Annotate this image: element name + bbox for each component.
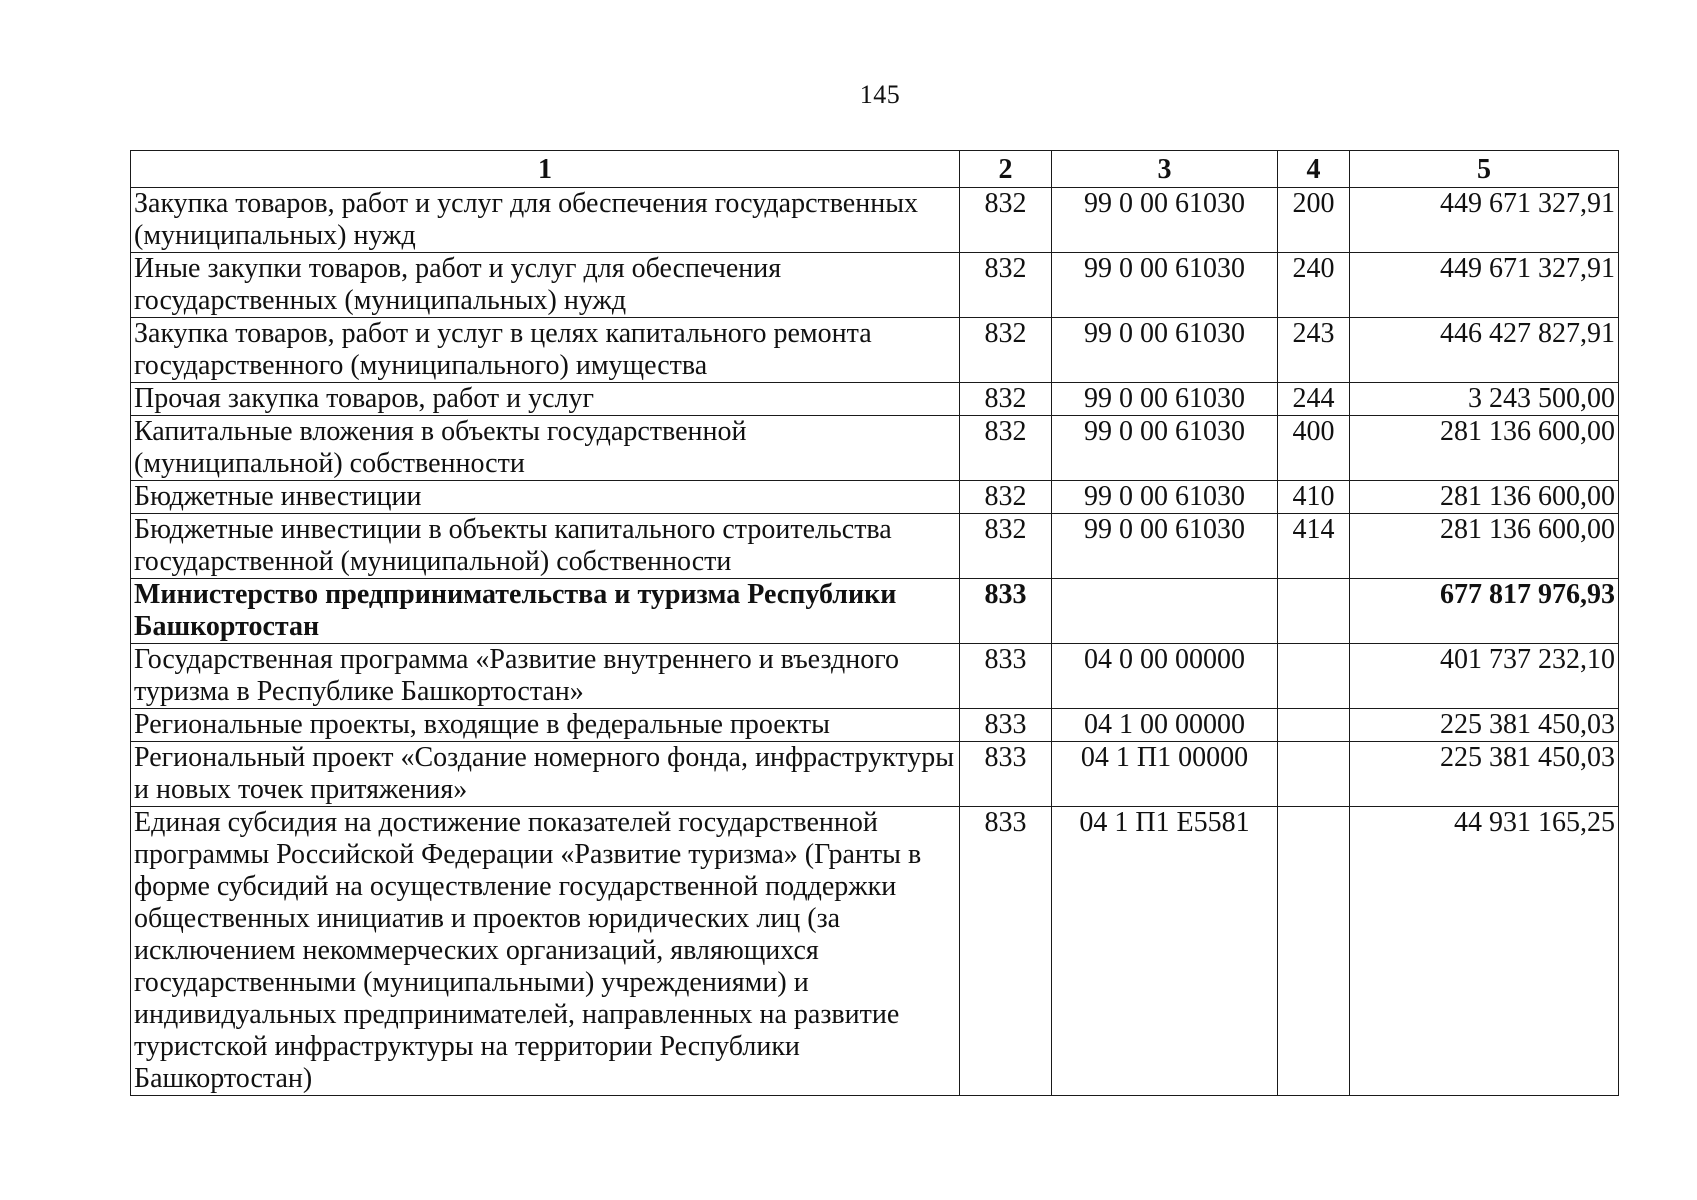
row-amount-cell: 449 671 327,91 [1350, 253, 1619, 318]
row-expense-type-cell [1278, 579, 1350, 644]
row-expense-type-cell [1278, 807, 1350, 1096]
table-header-row [131, 151, 1619, 188]
row-admin-code-cell: 833 [960, 807, 1052, 1096]
row-expense-type-cell: 414 [1278, 514, 1350, 579]
page-number: 145 [859, 80, 901, 109]
row-name-cell: Министерство предпринимательства и туризма Республики Башкортостан [131, 579, 960, 644]
header-col-2: 2 [960, 151, 1052, 188]
row-admin-code-cell: 833 [960, 709, 1052, 742]
row-expense-type-cell: 244 [1278, 383, 1350, 416]
table-row [131, 709, 1619, 742]
row-admin-code-cell: 832 [960, 514, 1052, 579]
table-row [131, 644, 1619, 709]
header-col-3: 3 [1052, 151, 1278, 188]
row-amount-cell: 281 136 600,00 [1350, 514, 1619, 579]
row-name-cell: Единая субсидия на достижение показателей государственной программы Российской Федерации «Развитие туризма» (Гранты в форме субсидий на осуществление государственной поддержки общественных инициатив и проектов юридических лиц (за исключением некоммерческих организаций, являющихся государственными (муниципальными) учреждениями) и индивидуальных предпринимателей, направленных на развитие туристской инфраструктуры на территории Республики Башкортостан) [131, 807, 960, 1096]
row-target-code-cell [1052, 579, 1278, 644]
row-name-cell: Закупка товаров, работ и услуг в целях капитального ремонта государственного (муниципального) имущества [131, 318, 960, 383]
row-admin-code-cell: 833 [960, 644, 1052, 709]
table-row [131, 188, 1619, 253]
row-expense-type-cell: 410 [1278, 481, 1350, 514]
budget-table [130, 150, 1619, 1096]
row-admin-code-cell: 833 [960, 742, 1052, 807]
row-expense-type-cell [1278, 644, 1350, 709]
row-expense-type-cell: 243 [1278, 318, 1350, 383]
row-name-cell: Бюджетные инвестиции [131, 481, 960, 514]
row-admin-code-cell: 832 [960, 253, 1052, 318]
row-target-code-cell: 04 1 П1 00000 [1052, 742, 1278, 807]
row-target-code-cell: 99 0 00 61030 [1052, 481, 1278, 514]
row-target-code-cell: 04 1 00 00000 [1052, 709, 1278, 742]
row-admin-code-cell: 832 [960, 188, 1052, 253]
header-col-4: 4 [1278, 151, 1350, 188]
row-admin-code-cell: 832 [960, 416, 1052, 481]
row-target-code-cell: 99 0 00 61030 [1052, 318, 1278, 383]
row-name-cell: Бюджетные инвестиции в объекты капитального строительства государственной (муниципальной) собственности [131, 514, 960, 579]
row-amount-cell: 281 136 600,00 [1350, 481, 1619, 514]
row-target-code-cell: 99 0 00 61030 [1052, 383, 1278, 416]
row-name-cell: Региональные проекты, входящие в федеральные проекты [131, 709, 960, 742]
row-amount-cell: 449 671 327,91 [1350, 188, 1619, 253]
row-expense-type-cell: 400 [1278, 416, 1350, 481]
row-amount-cell: 225 381 450,03 [1350, 742, 1619, 807]
row-expense-type-cell: 240 [1278, 253, 1350, 318]
row-amount-cell: 225 381 450,03 [1350, 709, 1619, 742]
row-amount-cell: 3 243 500,00 [1350, 383, 1619, 416]
table-row [131, 383, 1619, 416]
row-admin-code-cell: 833 [960, 579, 1052, 644]
table-row [131, 481, 1619, 514]
row-amount-cell: 446 427 827,91 [1350, 318, 1619, 383]
table-row [131, 514, 1619, 579]
row-target-code-cell: 99 0 00 61030 [1052, 253, 1278, 318]
row-target-code-cell: 99 0 00 61030 [1052, 514, 1278, 579]
row-amount-cell: 281 136 600,00 [1350, 416, 1619, 481]
table-body [131, 188, 1619, 1096]
row-admin-code-cell: 832 [960, 481, 1052, 514]
row-admin-code-cell: 832 [960, 318, 1052, 383]
row-expense-type-cell [1278, 742, 1350, 807]
row-admin-code-cell: 832 [960, 383, 1052, 416]
row-target-code-cell: 04 0 00 00000 [1052, 644, 1278, 709]
row-name-cell: Иные закупки товаров, работ и услуг для обеспечения государственных (муниципальных) нужд [131, 253, 960, 318]
row-target-code-cell: 04 1 П1 Е5581 [1052, 807, 1278, 1096]
row-amount-cell: 44 931 165,25 [1350, 807, 1619, 1096]
table-row [131, 253, 1619, 318]
row-target-code-cell: 99 0 00 61030 [1052, 188, 1278, 253]
table-row [131, 318, 1619, 383]
table-row [131, 416, 1619, 481]
table-row [131, 742, 1619, 807]
header-col-5: 5 [1350, 151, 1619, 188]
table-row [131, 579, 1619, 644]
header-col-1: 1 [131, 151, 960, 188]
table-row [131, 807, 1619, 1096]
row-name-cell: Прочая закупка товаров, работ и услуг [131, 383, 960, 416]
row-amount-cell: 401 737 232,10 [1350, 644, 1619, 709]
row-name-cell: Капитальные вложения в объекты государственной (муниципальной) собственности [131, 416, 960, 481]
row-name-cell: Закупка товаров, работ и услуг для обеспечения государственных (муниципальных) нужд [131, 188, 960, 253]
row-target-code-cell: 99 0 00 61030 [1052, 416, 1278, 481]
row-expense-type-cell [1278, 709, 1350, 742]
row-expense-type-cell: 200 [1278, 188, 1350, 253]
row-amount-cell: 677 817 976,93 [1350, 579, 1619, 644]
row-name-cell: Региональный проект «Создание номерного фонда, инфраструктуры и новых точек притяжения» [131, 742, 960, 807]
row-name-cell: Государственная программа «Развитие внутреннего и въездного туризма в Республике Башкортостан» [131, 644, 960, 709]
